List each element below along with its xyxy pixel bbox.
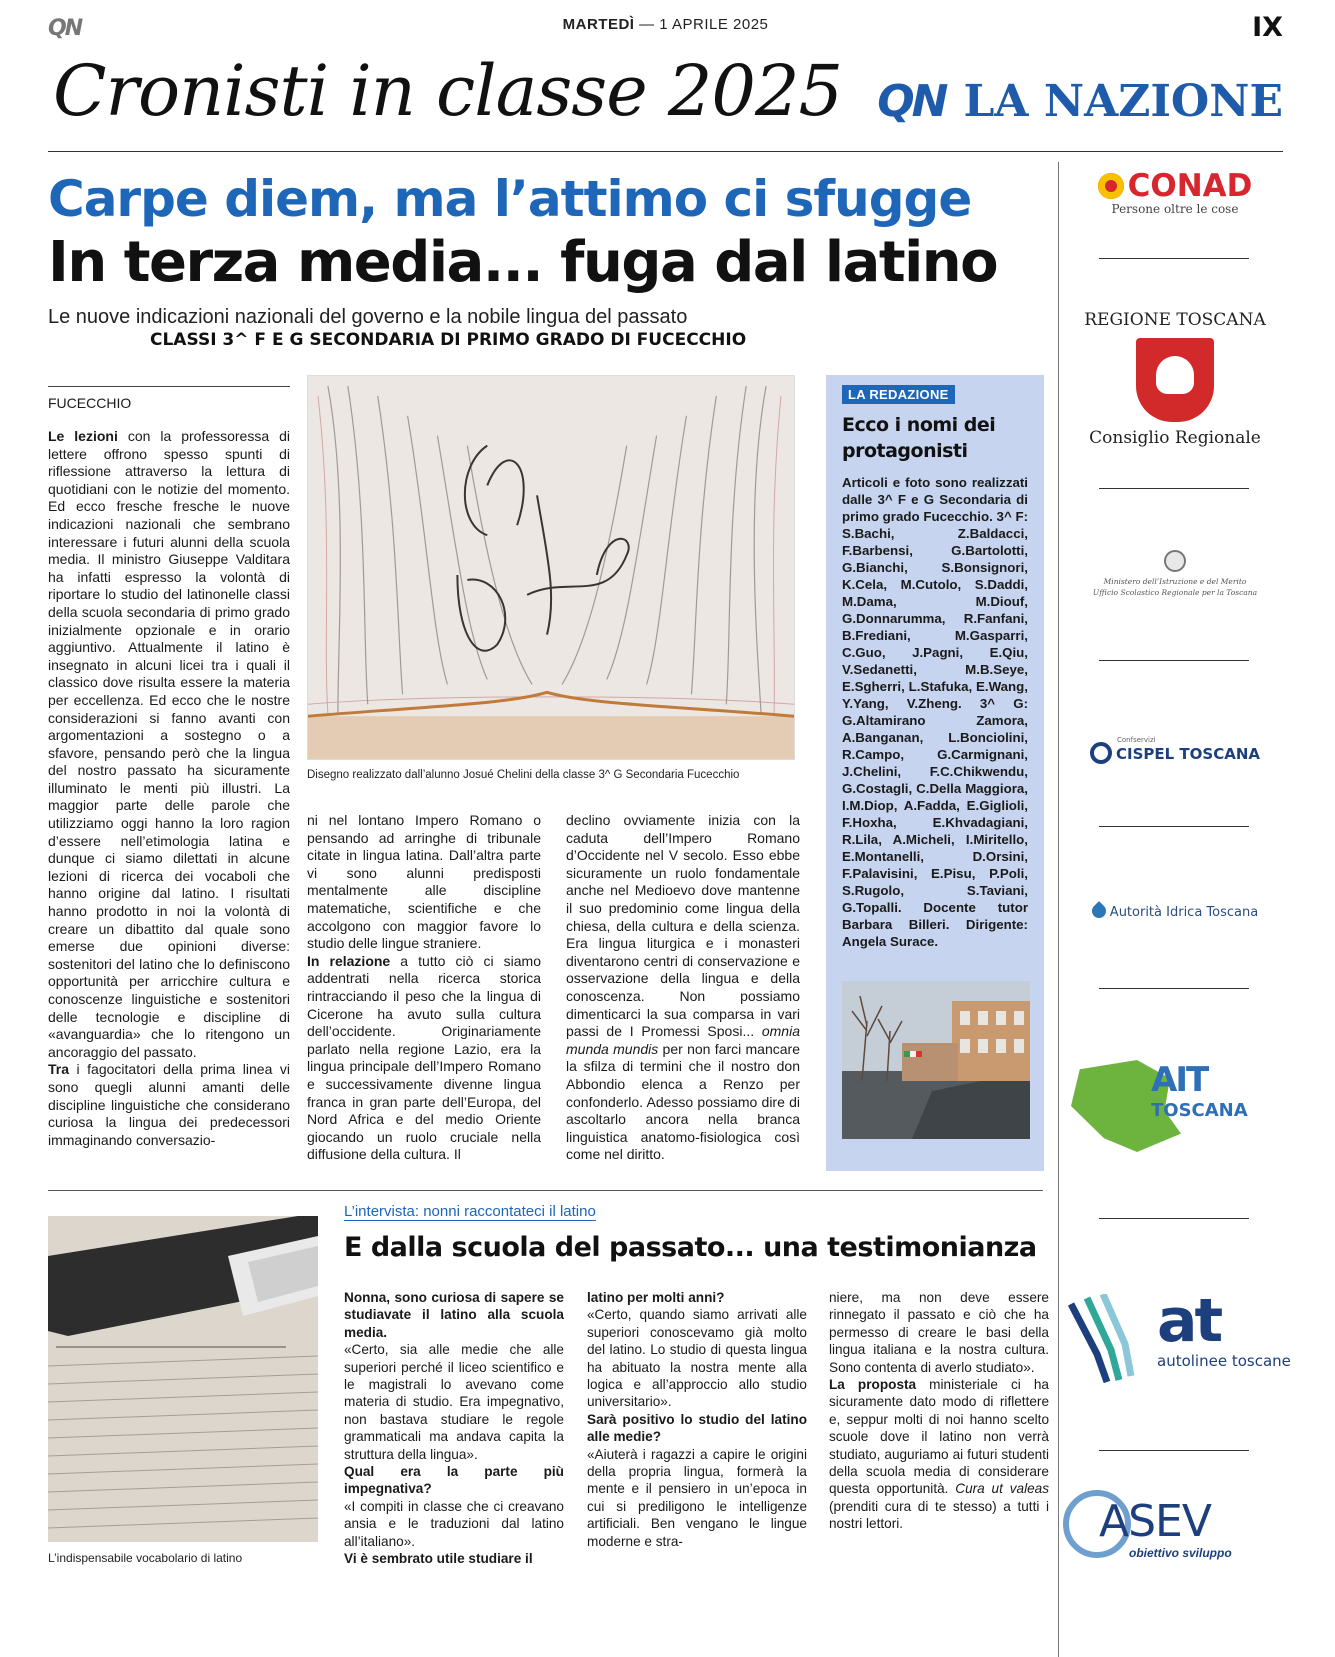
paragraph-2-end: ni nel lontano Impero Romano o pensando ad arringhe di tribunale citate in lingua latina. Dall’altra parte vi sono alunni predisposti mentalmente alle discipline matematiche, scientifiche e che accolgono con maggior favore lo studio delle lingue straniere.: [307, 812, 541, 952]
autorita-name: Autorità Idrica Toscana: [1109, 905, 1259, 920]
sponsor-divider: [1099, 826, 1249, 827]
at-sub: autolinee toscane: [1157, 1352, 1291, 1370]
paragraph-2-start: i fagocitatori della prima linea vi sono quegli alunni amanti delle discipline linguistiche che considerano curiosa la lingua dei predecessori immaginando conversazio-: [48, 1061, 290, 1148]
qn-logo-small: QN: [48, 16, 82, 41]
paragraph-1: con la professoressa di lettere offrono spesso spunti di riflessione attraverso la lettura di quotidiani con le notizie del momento. Ed ecco fresche fresche le nuove indicazioni nazionali che sembrano interessare i futuri alunni della scuola media. Il ministro Giuseppe Valditara ha infatti espresso la volontà di riportare lo studio del latinonelle classi della scuola secondaria di primo grado inizialmente opzionale e in orario aggiuntivo. Attualmente il latino è insegnato in alcuni licei tra i quali il classico dove risulta essere la materia per eccellenza. Ed ecco che le nostre considerazioni si fanno avanti con argomentazioni a sostegno o a sfavore, pensando però che la lingua del nostro passato ha sicuramente illuminato le menti più illustri. La maggior parte delle parole che utilizziamo oggi hanno la loro ragion d’essere nell’etimologia latina e dunque ci siamo dilettati in alcune lezioni di ricerca dei vocaboli che hanno origine dal latino. I risultati hanno prodotto in noi la volontà di creare un dibattito dal quale sono emerse due opinioni diverse: sostenitori del latino che lo definiscono opportunità per arricchire cultura e conoscenze linguistiche e sostenitori delle tecnologie e discipline di «avanguardia» che lo ritengono un ancoraggio del passato.: [48, 428, 290, 1060]
autorita-idrica-logo: [1059, 904, 1291, 920]
cispel-name: CISPEL TOSCANA: [1116, 745, 1260, 763]
closing-end: (prenditi cura di te stesso) a tutti i nostri lettori.: [829, 1498, 1049, 1532]
closing-text: ministeriale ci ha sicuramente dato modo di riflettere e, seppur molti di noi hanno scelto scuole dove il latino non verrà studiato, auguriamo ai futuri studenti della scuola media di considerare questa opportunità.: [829, 1377, 1049, 1497]
paragraph-4: declino ovviamente inizia con la caduta dell’Impero Romano d’Occidente nel V secolo. Esso ebbe sicuramente un ruolo fondamentale anche nel Medioevo dove mantenne il suo predominio come lingua della chiesa, della cultura e della scienza. Era lingua liturgica e i monasteri diventarono centri di conservazione e osservazione della lingua e della conoscenza. Non possiamo dimenticarci la sua comparsa in vari passi de I Promessi Sposi...: [566, 812, 800, 1040]
ait-toscana-logo: [1059, 1060, 1291, 1160]
redazione-label: LA REDAZIONE: [842, 385, 955, 404]
ait-sub: TOSCANA: [1151, 1100, 1248, 1121]
redazione-names: e foto sono realizzati dalle 3^ F e G Secondaria di primo grado Fucecchio. 3^ F: S.Bachi, Z.Baldacci, F.Barbensi, G.Bartolotti, G.Bianchi, S.Bonsignori, K.Cela, M.Cutolo, S.Daddi, M.Dama, M.Diouf, G.Donnarumma, R.Fanfani, B.Frediani, M.Gasparri, C.Guo, J.Pagni, E.Qiu, V.Sedanetti, M.B.Seye, E.Sgherri, L.Stafuka, E.Wang, Y.Yang, V.Zheng. 3^ G: G.Altamirano Zamora, A.Banganan, L.Bonciolini, R.Campo, G.Carmignani, J.Chelini, F.C.Chikwendu, G.Costagli, C.Della Maggiora, I.M.Diop, A.Fadda, E.Giglioli, F.Hoxha, E.Khvadagiani, R.Lila, A.Micheli, I.Miritello, E.Montanelli, D.Orsini, F.Palavisini, E.Pisu, P.Poli, S.Rugolo, S.Taviani, G.Topalli. Docente tutor Barbara Billeri. Dirigente: Angela Surace.: [842, 475, 1028, 949]
latin-quote: omnia munda mundis: [566, 1023, 800, 1057]
interview-column-3: [829, 1289, 1049, 1533]
vocabulary-caption: L’indispensabile vocabolario di latino: [48, 1551, 243, 1565]
question-1: Nonna, sono curiosa di sapere se studiavate il latino alla scuola media.: [344, 1290, 564, 1340]
question-3-end: latino per molti anni?: [587, 1290, 725, 1305]
ministero-logo: [1059, 550, 1291, 598]
answer-4-end: niere, ma non deve essere rinnegato il passato e ciò che ha permesso di creare le basi della lingua italiana e la nostra cultura. Sono contenta di averlo studiato».: [829, 1290, 1049, 1375]
ministero-line-2: Ufficio Scolastico Regionale per la Toscana: [1092, 588, 1258, 597]
ministero-line-1: Ministero dell’Istruzione e del Merito: [1103, 577, 1247, 586]
conad-logo: [1059, 168, 1291, 216]
newspaper-brand: [877, 76, 1283, 127]
sponsor-divider: [1099, 988, 1249, 989]
redazione-text: [842, 474, 1028, 950]
paragraph-4-end: per non farci mancare la sfilza di termini che il nostro don Abbondio elenca a Renzo per confonderlo. Adesso possiamo dire di ascoltarlo ancora nella branca linguistica anatomo-fisiologica così come nel diritto.: [566, 1040, 800, 1163]
closing-latin: Cura ut valeas: [955, 1481, 1050, 1497]
question-2: Qual era la parte più impegnativa?: [344, 1464, 564, 1497]
dash: —: [639, 16, 660, 33]
article-subtitle: Le nuove indicazioni nazionali del governo e la nobile lingua del passato: [48, 306, 688, 328]
school-photo: [842, 981, 1030, 1139]
dateline: [48, 16, 1283, 33]
section-title: Cronisti in classe 2025: [53, 50, 843, 132]
drawing-caption: Disegno realizzato dall’alunno Josué Chelini della classe 3^ G Secondaria Fucecchio: [307, 769, 740, 781]
answer-1: «Certo, sia alle medie che alle superiori perché il liceo scientifico e le magistrali lo avevano come materia di studio. Era impegnativo, non bastava studiare le regole grammaticali ma andava capita la struttura della lingua».: [344, 1342, 564, 1462]
cispel-logo: [1059, 736, 1291, 764]
pegasus-shield-icon: [1136, 338, 1214, 422]
interview-kicker: L’intervista: nonni raccontateci il latino: [344, 1203, 596, 1220]
ait-mark: AIT: [1151, 1060, 1208, 1100]
interview-column-1: [344, 1289, 564, 1568]
drawing-image: [307, 375, 795, 760]
regione-name: REGIONE TOSCANA: [1084, 310, 1266, 330]
water-drop-icon: [1089, 901, 1109, 921]
question-3-start: Vi è sembrato utile studiare il: [344, 1551, 533, 1567]
interview-column-2: [587, 1289, 807, 1550]
section-divider: [48, 1190, 1043, 1191]
answer-4-start: «Aiuterà i ragazzi a capire le origini della propria lingua, formerà la mente e il pensiero in un’epoca in cui si prediligono le intelligenze artificiali. Ben vengano le lingue moderne e stra-: [587, 1446, 807, 1549]
autolinee-toscane-logo: [1059, 1286, 1291, 1388]
lead-3: In relazione: [307, 952, 391, 969]
answer-2: «I compiti in classe che ci creavano ansia e le traduzioni dal latino all’italiano».: [344, 1498, 564, 1549]
sponsors-column: [1058, 162, 1290, 1657]
sponsor-divider: [1099, 1450, 1249, 1451]
article-title: In terza media... fuga dal latino: [48, 230, 998, 295]
sponsor-divider: [1099, 258, 1249, 259]
consiglio-name: Consiglio Regionale: [1089, 428, 1261, 448]
sponsor-divider: [1099, 488, 1249, 489]
regione-toscana-logo: [1059, 310, 1291, 448]
qn-logo: QN: [877, 76, 946, 127]
at-stripes-icon: [1067, 1294, 1147, 1386]
vocabulary-photo: [48, 1216, 318, 1542]
sponsor-divider: [1099, 660, 1249, 661]
lead-1: Le lezioni: [48, 428, 118, 444]
weekday: MARTEDÌ: [562, 16, 635, 33]
paragraph-3: a tutto ciò ci siamo addentrati nella ricerca storica rintracciando il peso che la lingua di Cicerone ha avuto sulla cultura dell’occidente. Originariamente parlato nella regione Lazio, era la lingua principale dell’Impero Romano e successivamente divenne lingua franca in gran parte dell’Europa, del Nord Africa e del medio Oriente giocando un ruolo cruciale nella diffusione della cultura. Il: [307, 952, 541, 1163]
cispel-small: Confservizi: [1117, 736, 1156, 744]
page-number: IX: [1252, 12, 1283, 43]
asev-logo: [1059, 1486, 1291, 1566]
article-kicker: Carpe diem, ma l’attimo ci sfugge: [48, 170, 972, 228]
asev-sub: obiettivo sviluppo: [1129, 1546, 1232, 1560]
top-bar: [48, 12, 1283, 44]
lead-2: Tra: [48, 1061, 70, 1078]
masthead: [48, 46, 1283, 152]
conad-tagline: Persone oltre le cose: [1111, 202, 1239, 216]
asev-mark: ASEV: [1099, 1496, 1211, 1547]
sponsor-divider: [1099, 1218, 1249, 1219]
closing-lead: La proposta: [829, 1377, 917, 1393]
answer-3: «Certo, quando siamo arrivati alle superiori conoscevamo già molto del latino. Lo studio di questa lingua ha abituato la nostra mente alla logica e all’approccio allo studio universitario».: [587, 1307, 807, 1410]
brand-name: LA NAZIONE: [963, 76, 1283, 127]
redazione-box: [826, 375, 1044, 1171]
conad-name: CONAD: [1127, 168, 1253, 204]
interview-title: E dalla scuola del passato... una testimonianza: [344, 1232, 1037, 1263]
article-classes: CLASSI 3^ F E G SECONDARIA DI PRIMO GRADO DI FUCECCHIO: [150, 330, 747, 350]
cispel-icon: [1090, 742, 1112, 764]
article-column-2: [307, 812, 541, 1164]
at-mark: at: [1157, 1286, 1221, 1356]
flower-icon: [1098, 173, 1124, 199]
article-dateline: FUCECCHIO: [48, 386, 290, 411]
question-4: Sarà positivo lo studio del latino alle medie?: [587, 1411, 807, 1445]
republic-emblem-icon: [1164, 550, 1186, 572]
article-column-1: [48, 428, 290, 1149]
redazione-title: Ecco i nomi dei protagonisti: [842, 414, 996, 462]
date: 1 APRILE 2025: [659, 16, 769, 33]
redazione-lead: Articoli: [842, 475, 888, 490]
article-column-3: [566, 812, 800, 1164]
